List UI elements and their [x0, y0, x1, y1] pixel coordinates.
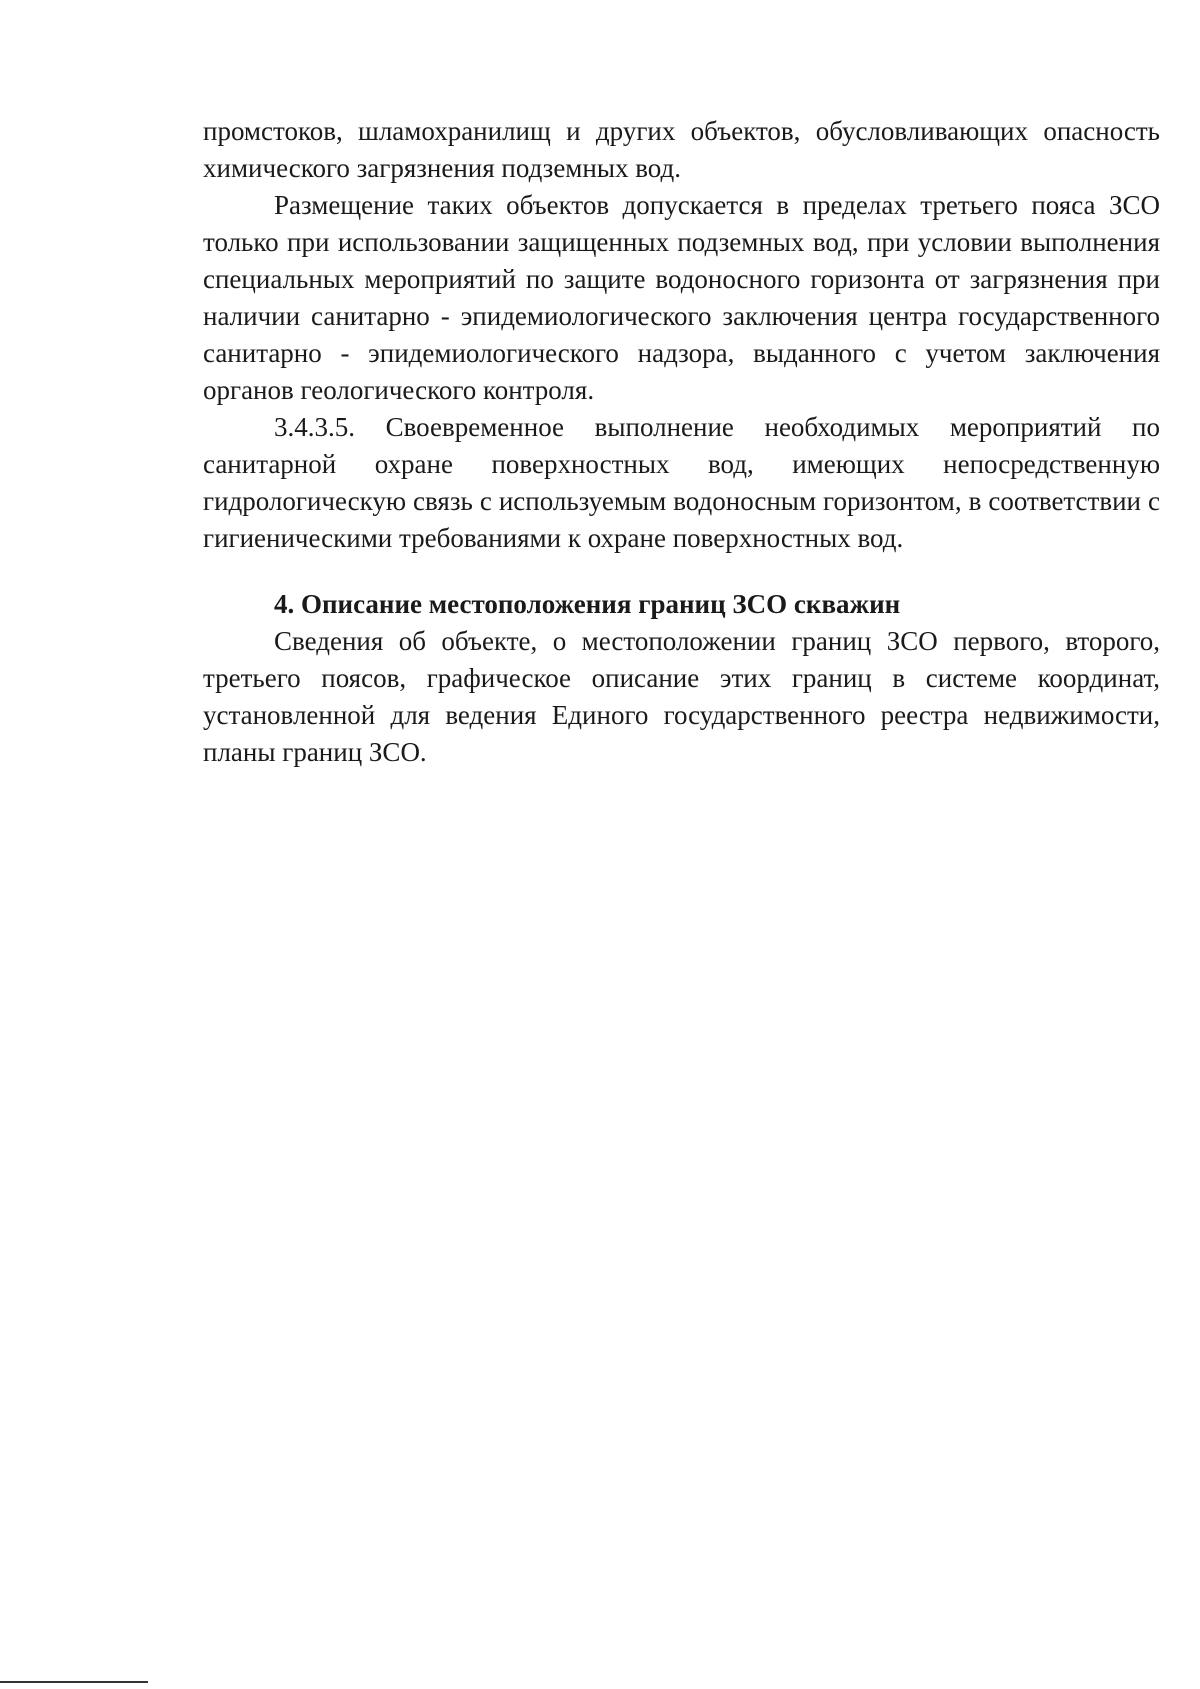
footer-rule [0, 1681, 148, 1683]
section-paragraph: Сведения об объекте, о местоположении границ ЗСО первого, второго, третьего поясов, графическое описание этих границ в системе координат, установленной для ведения Единого государственного реестра недвижимости, планы границ ЗСО. [203, 626, 1160, 767]
paragraph-item-3-4-3-5: 3.4.3.5. Своевременное выполнение необходимых мероприятий по санитарной охране поверхностных вод, имеющих непосредственную гидрологическую связь с используемым водоносным горизонтом, в соответствии с гигиеническими требованиями к охране поверхностных вод. [203, 412, 1160, 553]
section-heading: 4. Описание местоположения границ ЗСО скважин [274, 589, 901, 619]
paragraph-placement-conditions: Размещение таких объектов допускается в пределах третьего пояса ЗСО только при использовании защищенных подземных вод, при условии выполнения специальных мероприятий по защите водоносного горизонта от загрязнения при наличии санитарно - эпидемиологического заключения центра государственного санитарно - эпидемиологического надзора, выданного с учетом заключения органов геологического контроля. [203, 190, 1160, 405]
document-body [203, 113, 1160, 771]
paragraph-continuation: промстоков, шламохранилищ и других объектов, обусловливающих опасность химического загрязнения подземных вод. [203, 116, 1160, 183]
